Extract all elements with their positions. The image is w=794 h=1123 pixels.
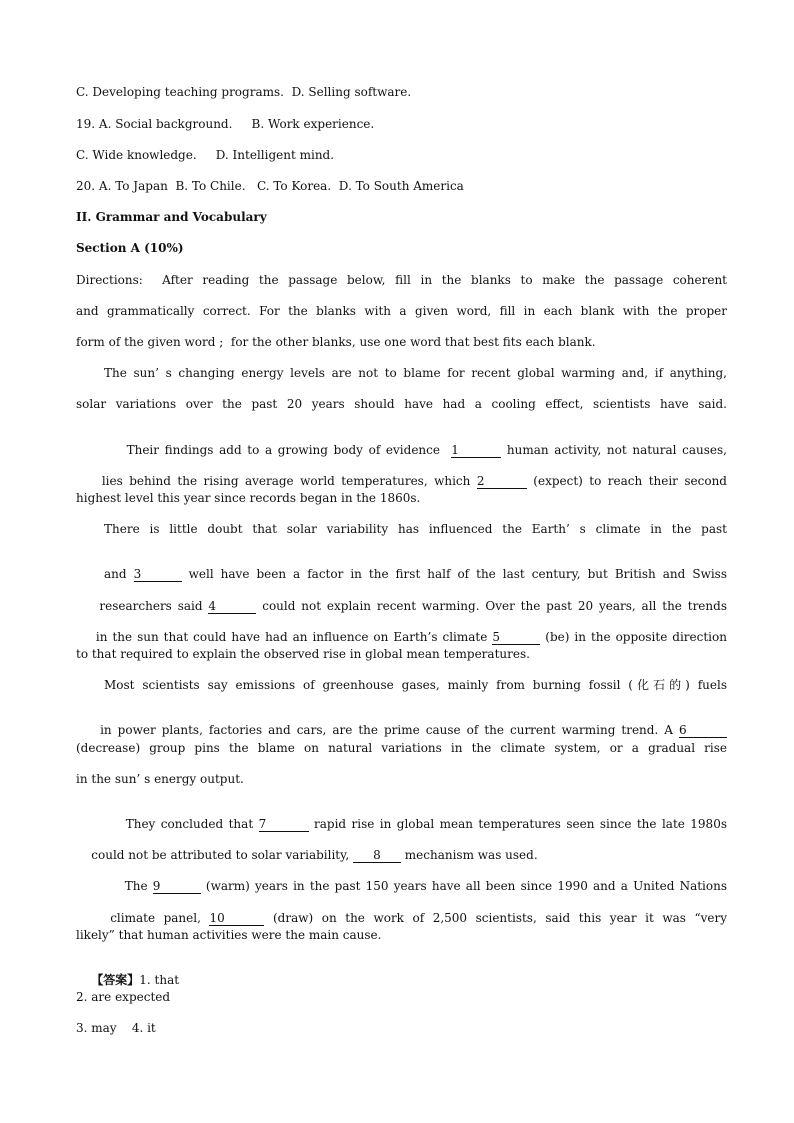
- section-heading: II. Grammar and Vocabulary: [76, 210, 267, 224]
- directions-line: form of the given word ; for the other blanks, use one word that best fits each blank.: [76, 335, 596, 349]
- passage-text: well have been a factor in the first half of the last century, but British and Swiss: [181, 567, 727, 581]
- answer-label: 【答案】: [91, 973, 140, 987]
- answer-blank-10[interactable]: 10: [209, 912, 264, 926]
- option-line-19-cd: C. Wide knowledge. D. Intelligent mind.: [76, 148, 335, 162]
- passage-text: could not be attributed to solar variability,: [91, 848, 353, 862]
- answer-blank-1[interactable]: 1: [451, 444, 501, 458]
- answer-line: 2. are expected: [76, 990, 171, 1004]
- passage-text: The: [124, 879, 153, 893]
- passage-text: and: [104, 567, 134, 581]
- option-line-19-ab: 19. A. Social background. B. Work experience.: [76, 117, 375, 131]
- passage-line: to that required to explain the observed rise in global mean temperatures.: [76, 647, 530, 661]
- passage-line: solar variations over the past 20 years should have had a cooling effect, scientists have said.: [76, 397, 727, 411]
- answer-text: 1. that: [139, 973, 180, 987]
- passage-text: climate panel,: [110, 911, 210, 925]
- answer-blank-6[interactable]: 6: [679, 724, 727, 738]
- answer-blank-4[interactable]: 4: [208, 600, 256, 614]
- passage-text: (expect) to reach their second: [526, 474, 727, 488]
- passage-text: (warm) years in the past 150 years have all been since 1990 and a United Nations: [200, 879, 727, 893]
- passage-text: in the sun that could have had an influence on Earth’s climate: [95, 630, 493, 644]
- passage-text: rapid rise in global mean temperatures seen since the late 1980s: [308, 817, 727, 831]
- passage-text: could not explain recent warming. Over the past 20 years, all the trends: [256, 599, 727, 613]
- option-line-18-cd: C. Developing teaching programs. D. Selling software.: [76, 85, 412, 99]
- directions-line: and grammatically correct. For the blanks with a given word, fill in each blank with the proper: [76, 304, 727, 318]
- passage-text: They concluded that: [125, 817, 259, 831]
- passage-line: Most scientists say emissions of greenhouse gases, mainly from burning fossil (化石的) fuels: [104, 678, 727, 692]
- passage-line: There is little doubt that solar variability has influenced the Earth’ s climate in the past: [104, 522, 727, 536]
- passage-text: (draw) on the work of 2,500 scientists, said this year it was “very: [264, 911, 727, 925]
- passage-text: lies behind the rising average world temperatures, which: [101, 474, 477, 488]
- passage-text: mechanism was used.: [400, 848, 538, 862]
- passage-text: researchers said: [99, 599, 209, 613]
- directions-line: Directions: After reading the passage below, fill in the blanks to make the passage coherent: [76, 273, 727, 287]
- passage-text: (be) in the opposite direction: [540, 630, 727, 644]
- passage-line: likely” that human activities were the main cause.: [76, 928, 382, 942]
- passage-text: human activity, not natural causes,: [501, 443, 727, 457]
- passage-line: highest level this year since records began in the 1860s.: [76, 491, 421, 505]
- answer-blank-8[interactable]: 8: [353, 849, 401, 863]
- passage-line: The sun’ s changing energy levels are not to blame for recent global warming and, if anything,: [104, 366, 727, 380]
- option-line-20: 20. A. To Japan B. To Chile. C. To Korea. D. To South America: [76, 179, 464, 193]
- answer-line: 3. may 4. it: [76, 1021, 156, 1035]
- answer-blank-3[interactable]: 3: [134, 568, 182, 582]
- answer-blank-5[interactable]: 5: [492, 631, 540, 645]
- passage-line: (decrease) group pins the blame on natural variations in the climate system, or a gradual rise: [76, 741, 727, 755]
- answer-blank-7[interactable]: 7: [259, 818, 309, 832]
- answer-blank-2[interactable]: 2: [477, 475, 527, 489]
- passage-text: in power plants, factories and cars, are the prime cause of the current warming trend. A: [100, 723, 679, 737]
- section-subheading: Section A (10%): [76, 241, 184, 255]
- passage-line: in the sun’ s energy output.: [76, 772, 244, 786]
- answer-blank-9[interactable]: 9: [153, 880, 201, 894]
- passage-text: Their findings add to a growing body of evidence: [126, 443, 452, 457]
